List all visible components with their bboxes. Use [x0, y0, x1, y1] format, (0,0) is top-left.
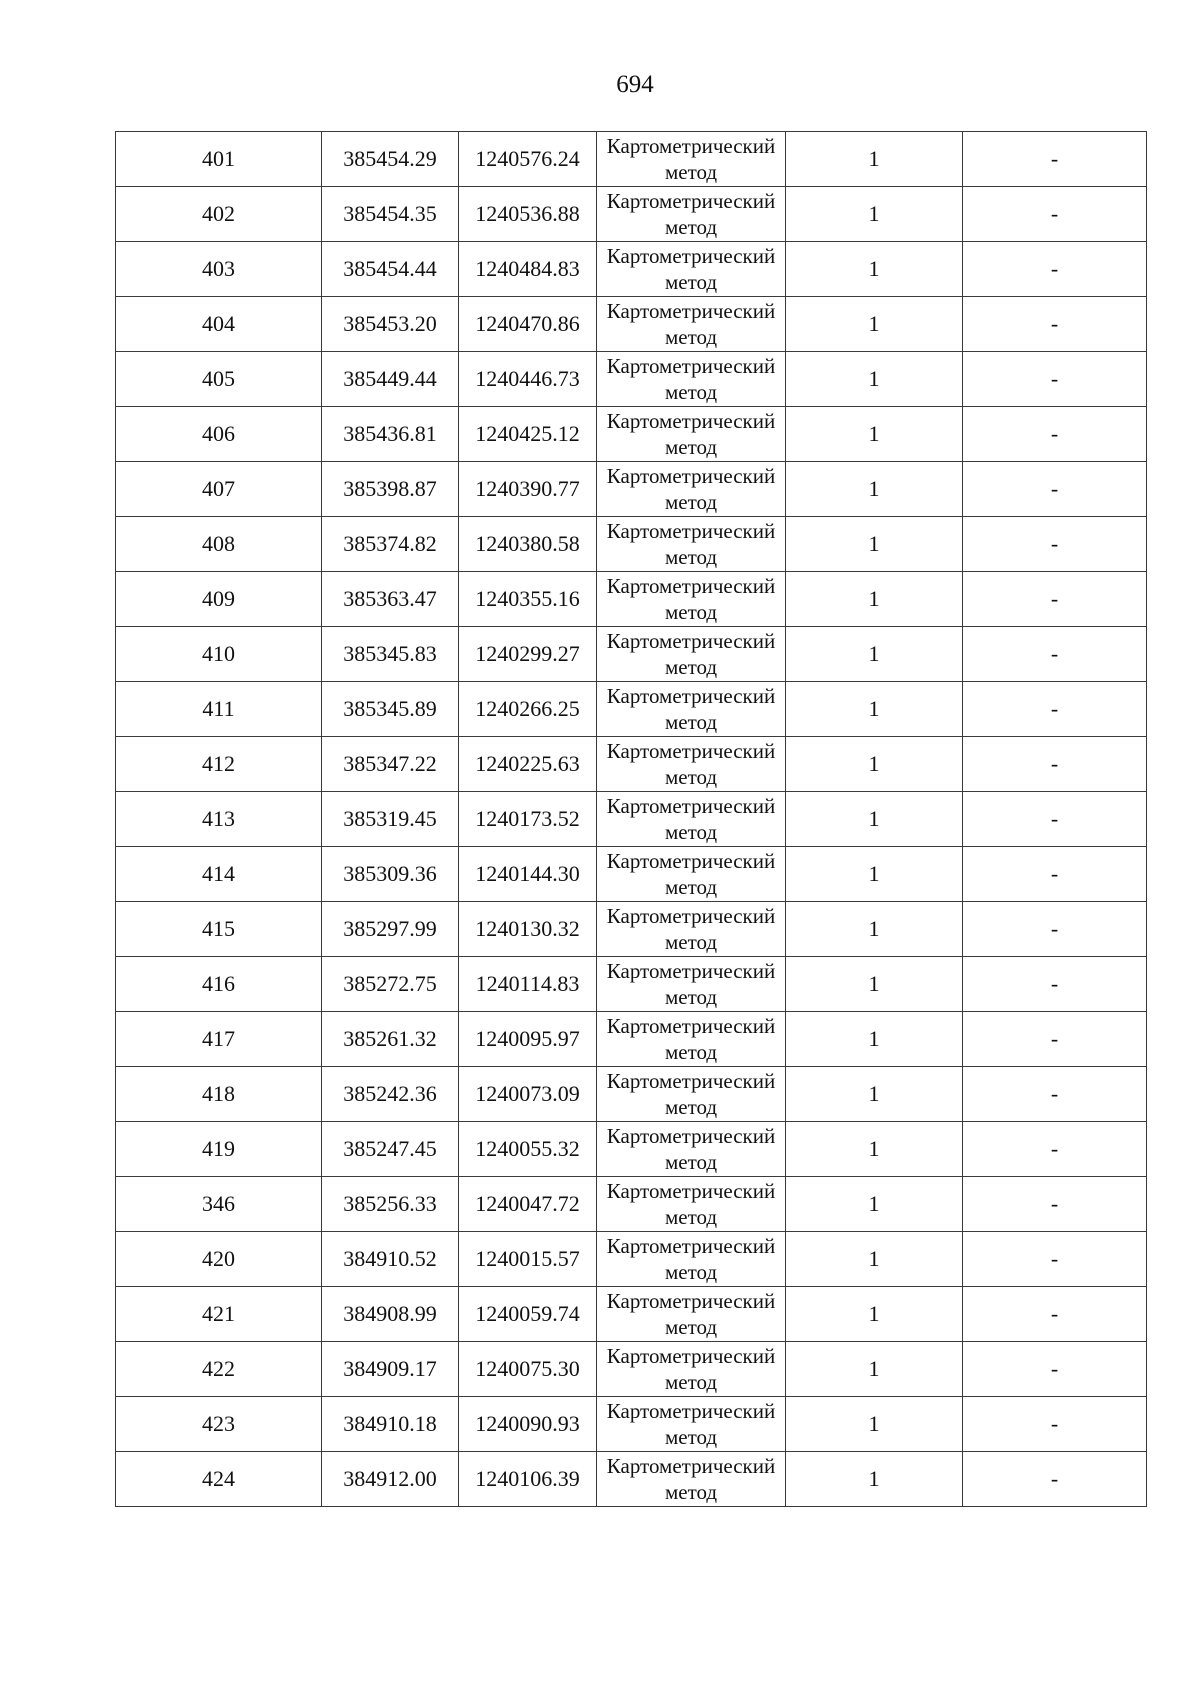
accuracy-cell: 1: [786, 407, 963, 462]
note-cell: -: [963, 737, 1147, 792]
table-row: [116, 627, 1147, 682]
accuracy-cell: 1: [786, 1122, 963, 1177]
table-row: [116, 847, 1147, 902]
y-coordinate-cell: 1240059.74: [459, 1287, 597, 1342]
table-row: [116, 1177, 1147, 1232]
note-cell: -: [963, 1012, 1147, 1067]
accuracy-cell: 1: [786, 517, 963, 572]
note-cell: -: [963, 352, 1147, 407]
x-coordinate-cell: 384910.18: [322, 1397, 459, 1452]
note-cell: -: [963, 242, 1147, 297]
accuracy-cell: 1: [786, 242, 963, 297]
x-coordinate-cell: 385319.45: [322, 792, 459, 847]
accuracy-cell: 1: [786, 1067, 963, 1122]
y-coordinate-cell: 1240173.52: [459, 792, 597, 847]
y-coordinate-cell: 1240090.93: [459, 1397, 597, 1452]
x-coordinate-cell: 385309.36: [322, 847, 459, 902]
y-coordinate-cell: 1240576.24: [459, 132, 597, 187]
point-number-cell: 410: [116, 627, 322, 682]
x-coordinate-cell: 385297.99: [322, 902, 459, 957]
y-coordinate-cell: 1240130.32: [459, 902, 597, 957]
note-cell: -: [963, 1122, 1147, 1177]
table-row: [116, 1287, 1147, 1342]
note-cell: -: [963, 517, 1147, 572]
method-cell: Картометрический метод: [597, 1397, 786, 1452]
table-row: [116, 957, 1147, 1012]
x-coordinate-cell: 384908.99: [322, 1287, 459, 1342]
note-cell: -: [963, 407, 1147, 462]
method-cell: Картометрический метод: [597, 352, 786, 407]
point-number-cell: 403: [116, 242, 322, 297]
accuracy-cell: 1: [786, 462, 963, 517]
x-coordinate-cell: 385449.44: [322, 352, 459, 407]
table-row: [116, 462, 1147, 517]
point-number-cell: 404: [116, 297, 322, 352]
y-coordinate-cell: 1240266.25: [459, 682, 597, 737]
point-number-cell: 414: [116, 847, 322, 902]
y-coordinate-cell: 1240015.57: [459, 1232, 597, 1287]
y-coordinate-cell: 1240470.86: [459, 297, 597, 352]
accuracy-cell: 1: [786, 902, 963, 957]
x-coordinate-cell: 385398.87: [322, 462, 459, 517]
point-number-cell: 401: [116, 132, 322, 187]
point-number-cell: 420: [116, 1232, 322, 1287]
accuracy-cell: 1: [786, 352, 963, 407]
x-coordinate-cell: 385453.20: [322, 297, 459, 352]
accuracy-cell: 1: [786, 1177, 963, 1232]
method-cell: Картометрический метод: [597, 1232, 786, 1287]
method-cell: Картометрический метод: [597, 737, 786, 792]
accuracy-cell: 1: [786, 737, 963, 792]
x-coordinate-cell: 385454.29: [322, 132, 459, 187]
note-cell: -: [963, 957, 1147, 1012]
method-cell: Картометрический метод: [597, 132, 786, 187]
x-coordinate-cell: 385363.47: [322, 572, 459, 627]
method-cell: Картометрический метод: [597, 1012, 786, 1067]
point-number-cell: 412: [116, 737, 322, 792]
y-coordinate-cell: 1240073.09: [459, 1067, 597, 1122]
y-coordinate-cell: 1240380.58: [459, 517, 597, 572]
accuracy-cell: 1: [786, 1452, 963, 1507]
method-cell: Картометрический метод: [597, 517, 786, 572]
table-row: [116, 1342, 1147, 1397]
accuracy-cell: 1: [786, 682, 963, 737]
method-cell: Картометрический метод: [597, 297, 786, 352]
table-row: [116, 297, 1147, 352]
accuracy-cell: 1: [786, 297, 963, 352]
y-coordinate-cell: 1240536.88: [459, 187, 597, 242]
accuracy-cell: 1: [786, 187, 963, 242]
table-row: [116, 352, 1147, 407]
table-row: [116, 1452, 1147, 1507]
accuracy-cell: 1: [786, 132, 963, 187]
accuracy-cell: 1: [786, 1012, 963, 1067]
table-row: [116, 187, 1147, 242]
y-coordinate-cell: 1240390.77: [459, 462, 597, 517]
y-coordinate-cell: 1240075.30: [459, 1342, 597, 1397]
point-number-cell: 405: [116, 352, 322, 407]
coordinates-table: [115, 131, 1147, 1507]
method-cell: Картометрический метод: [597, 407, 786, 462]
table-row: [116, 1122, 1147, 1177]
note-cell: -: [963, 132, 1147, 187]
accuracy-cell: 1: [786, 792, 963, 847]
point-number-cell: 418: [116, 1067, 322, 1122]
point-number-cell: 406: [116, 407, 322, 462]
y-coordinate-cell: 1240355.16: [459, 572, 597, 627]
note-cell: -: [963, 1452, 1147, 1507]
point-number-cell: 413: [116, 792, 322, 847]
point-number-cell: 407: [116, 462, 322, 517]
y-coordinate-cell: 1240299.27: [459, 627, 597, 682]
page-number: 694: [616, 71, 654, 98]
x-coordinate-cell: 384912.00: [322, 1452, 459, 1507]
table-row: [116, 792, 1147, 847]
accuracy-cell: 1: [786, 627, 963, 682]
point-number-cell: 409: [116, 572, 322, 627]
y-coordinate-cell: 1240484.83: [459, 242, 597, 297]
table-row: [116, 572, 1147, 627]
accuracy-cell: 1: [786, 1287, 963, 1342]
table-row: [116, 517, 1147, 572]
accuracy-cell: 1: [786, 572, 963, 627]
accuracy-cell: 1: [786, 1397, 963, 1452]
x-coordinate-cell: 385256.33: [322, 1177, 459, 1232]
point-number-cell: 421: [116, 1287, 322, 1342]
point-number-cell: 415: [116, 902, 322, 957]
x-coordinate-cell: 385454.35: [322, 187, 459, 242]
table-row: [116, 407, 1147, 462]
table-row: [116, 1012, 1147, 1067]
method-cell: Картометрический метод: [597, 1067, 786, 1122]
note-cell: -: [963, 847, 1147, 902]
point-number-cell: 416: [116, 957, 322, 1012]
y-coordinate-cell: 1240446.73: [459, 352, 597, 407]
method-cell: Картометрический метод: [597, 792, 786, 847]
method-cell: Картометрический метод: [597, 1342, 786, 1397]
note-cell: -: [963, 792, 1147, 847]
method-cell: Картометрический метод: [597, 1452, 786, 1507]
x-coordinate-cell: 385454.44: [322, 242, 459, 297]
point-number-cell: 411: [116, 682, 322, 737]
note-cell: -: [963, 1067, 1147, 1122]
point-number-cell: 422: [116, 1342, 322, 1397]
table-row: [116, 1232, 1147, 1287]
x-coordinate-cell: 385242.36: [322, 1067, 459, 1122]
note-cell: -: [963, 627, 1147, 682]
point-number-cell: 346: [116, 1177, 322, 1232]
y-coordinate-cell: 1240425.12: [459, 407, 597, 462]
y-coordinate-cell: 1240047.72: [459, 1177, 597, 1232]
method-cell: Картометрический метод: [597, 1122, 786, 1177]
note-cell: -: [963, 462, 1147, 517]
x-coordinate-cell: 385345.89: [322, 682, 459, 737]
method-cell: Картометрический метод: [597, 572, 786, 627]
x-coordinate-cell: 385436.81: [322, 407, 459, 462]
y-coordinate-cell: 1240114.83: [459, 957, 597, 1012]
method-cell: Картометрический метод: [597, 627, 786, 682]
point-number-cell: 424: [116, 1452, 322, 1507]
table-row: [116, 1397, 1147, 1452]
x-coordinate-cell: 385272.75: [322, 957, 459, 1012]
x-coordinate-cell: 385347.22: [322, 737, 459, 792]
table-row: [116, 242, 1147, 297]
method-cell: Картометрический метод: [597, 957, 786, 1012]
note-cell: -: [963, 1177, 1147, 1232]
table-row: [116, 902, 1147, 957]
x-coordinate-cell: 385261.32: [322, 1012, 459, 1067]
note-cell: -: [963, 1342, 1147, 1397]
method-cell: Картометрический метод: [597, 187, 786, 242]
note-cell: -: [963, 572, 1147, 627]
point-number-cell: 417: [116, 1012, 322, 1067]
accuracy-cell: 1: [786, 1232, 963, 1287]
method-cell: Картометрический метод: [597, 462, 786, 517]
y-coordinate-cell: 1240095.97: [459, 1012, 597, 1067]
note-cell: -: [963, 1287, 1147, 1342]
note-cell: -: [963, 902, 1147, 957]
x-coordinate-cell: 384909.17: [322, 1342, 459, 1397]
accuracy-cell: 1: [786, 957, 963, 1012]
x-coordinate-cell: 385374.82: [322, 517, 459, 572]
method-cell: Картометрический метод: [597, 847, 786, 902]
table-row: [116, 682, 1147, 737]
method-cell: Картометрический метод: [597, 682, 786, 737]
table-row: [116, 1067, 1147, 1122]
x-coordinate-cell: 384910.52: [322, 1232, 459, 1287]
method-cell: Картометрический метод: [597, 1177, 786, 1232]
method-cell: Картометрический метод: [597, 902, 786, 957]
x-coordinate-cell: 385247.45: [322, 1122, 459, 1177]
note-cell: -: [963, 1397, 1147, 1452]
accuracy-cell: 1: [786, 847, 963, 902]
x-coordinate-cell: 385345.83: [322, 627, 459, 682]
point-number-cell: 402: [116, 187, 322, 242]
table-row: [116, 737, 1147, 792]
y-coordinate-cell: 1240225.63: [459, 737, 597, 792]
method-cell: Картометрический метод: [597, 242, 786, 297]
note-cell: -: [963, 297, 1147, 352]
point-number-cell: 419: [116, 1122, 322, 1177]
y-coordinate-cell: 1240144.30: [459, 847, 597, 902]
note-cell: -: [963, 1232, 1147, 1287]
coordinates-table-body: [116, 132, 1147, 1507]
note-cell: -: [963, 187, 1147, 242]
y-coordinate-cell: 1240106.39: [459, 1452, 597, 1507]
y-coordinate-cell: 1240055.32: [459, 1122, 597, 1177]
note-cell: -: [963, 682, 1147, 737]
point-number-cell: 423: [116, 1397, 322, 1452]
table-row: [116, 132, 1147, 187]
point-number-cell: 408: [116, 517, 322, 572]
method-cell: Картометрический метод: [597, 1287, 786, 1342]
accuracy-cell: 1: [786, 1342, 963, 1397]
